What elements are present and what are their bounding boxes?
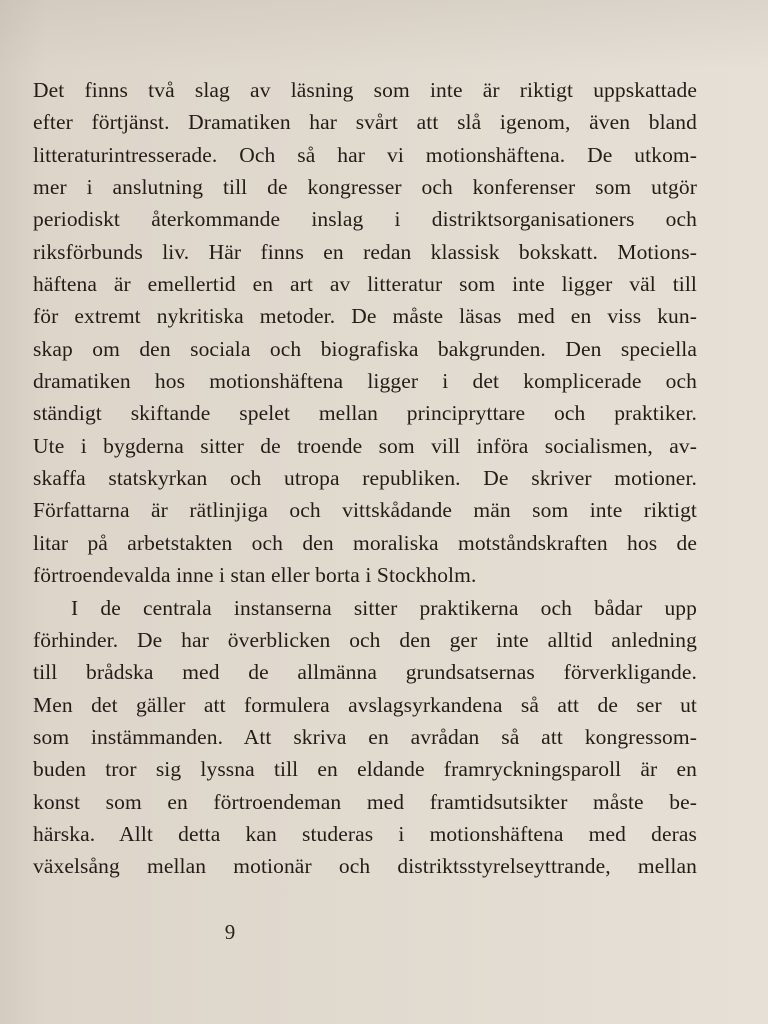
text-line: häftena är emellertid en art av litteratur som inte ligger väl till (33, 272, 697, 297)
text-line: Ute i bygderna sitter de troende som vill införa socialismen, av- (33, 433, 697, 458)
text-line: litar på arbetstakten och den moraliska motståndskraften hos de (33, 530, 697, 555)
text-line: för extremt nykritiska metoder. De måste läsas med en viss kun- (33, 304, 697, 329)
text-line: Författarna är rätlinjiga och vittskådande män som inte riktigt (33, 498, 697, 523)
text-line: efter förtjänst. Dramatiken har svårt att slå igenom, även bland (33, 110, 697, 135)
text-line: Men det gäller att formulera avslagsyrkandena så att de ser ut (33, 692, 697, 717)
page-number: 9 (224, 920, 236, 944)
text-line: skaffa statskyrkan och utropa republiken. De skriver motioner. (33, 466, 697, 491)
paragraph-2 (33, 592, 697, 883)
text-line: skap om den sociala och biografiska bakgrunden. Den speciella (33, 336, 697, 361)
text-line: Det finns två slag av läsning som inte är riktigt uppskattade (33, 78, 697, 102)
text-line: förtroendevalda inne i stan eller borta i Stockholm. (33, 563, 477, 588)
text-line: buden tror sig lyssna till en eldande framryckningsparoll är en (33, 757, 697, 782)
text-line: litteraturintresserade. Och så har vi motionshäftena. De utkom- (33, 142, 697, 167)
text-line: I de centrala instanserna sitter praktikerna och bådar upp (71, 595, 697, 620)
text-line: förhinder. De har överblicken och den ger inte alltid anledning (33, 627, 697, 652)
text-line: riksförbunds liv. Här finns en redan klassisk bokskatt. Motions- (33, 239, 697, 264)
paragraph-1 (33, 74, 697, 592)
text-line: konst som en förtroendeman med framtidsutsikter måste be- (33, 789, 697, 814)
text-line: härska. Allt detta kan studeras i motionshäftena med deras (33, 821, 697, 846)
text-line: som instämmanden. Att skriva en avrådan så att kongressom- (33, 724, 697, 749)
text-line: ständigt skiftande spelet mellan principryttare och praktiker. (33, 401, 697, 426)
body-text (33, 74, 697, 883)
text-line: dramatiken hos motionshäftena ligger i det komplicerade och (33, 369, 697, 394)
text-line: mer i anslutning till de kongresser och konferenser som utgör (33, 175, 697, 200)
text-line: periodiskt återkommande inslag i distriktsorganisationers och (33, 207, 697, 232)
text-line: växelsång mellan motionär och distriktsstyrelseyttrande, mellan (33, 854, 697, 879)
bleed-through-shadow (0, 0, 768, 70)
text-line: till brådska med de allmänna grundsatsernas förverkligande. (33, 660, 697, 685)
